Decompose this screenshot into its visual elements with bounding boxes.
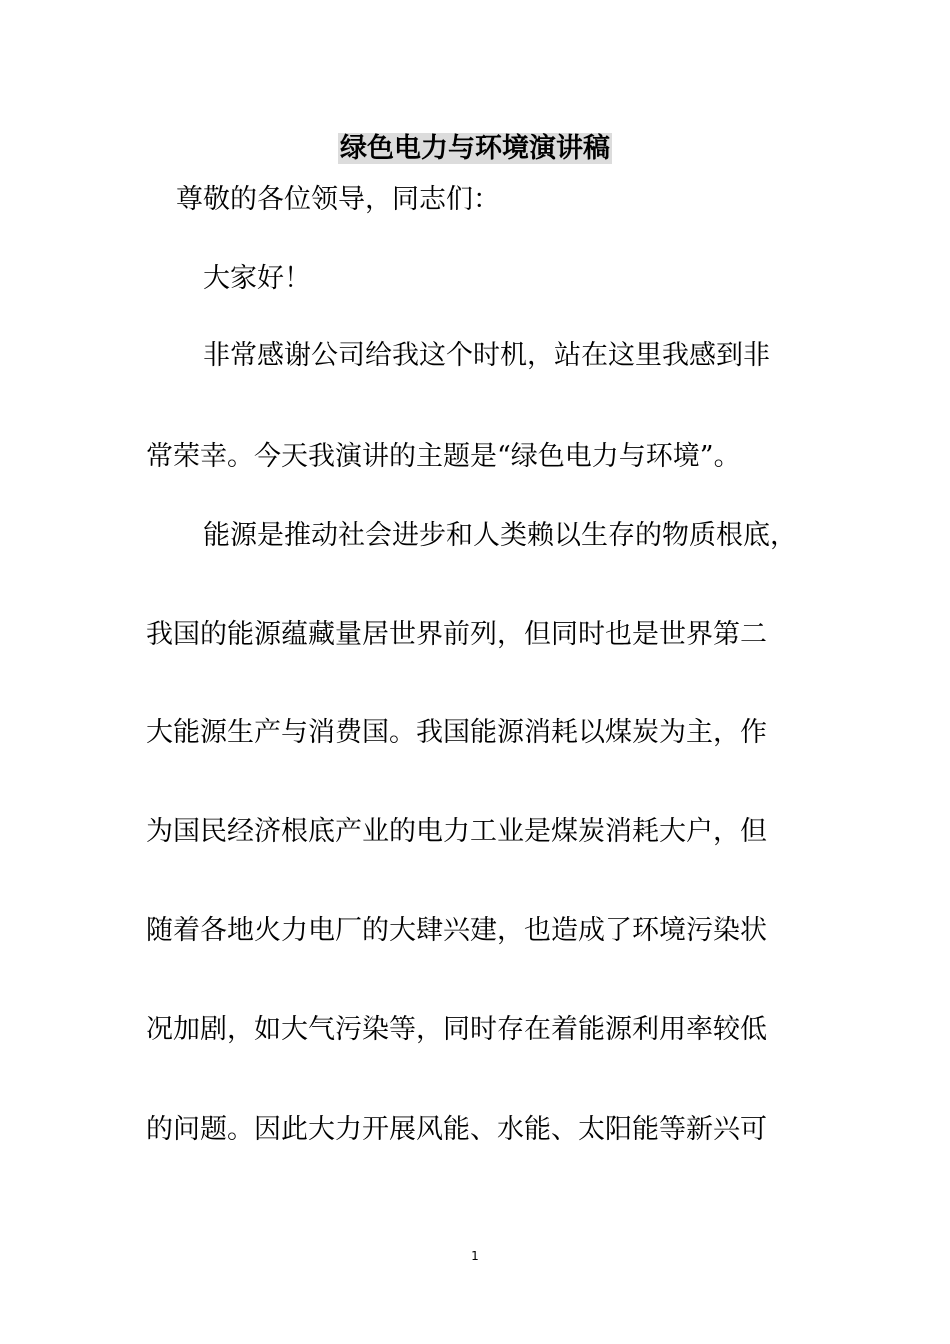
paragraph-line: 随着各地火力电厂的大肆兴建，也造成了环境污染状 bbox=[146, 915, 767, 946]
paragraph-line: 况加剧，如大气污染等，同时存在着能源利用率较低 bbox=[146, 1014, 767, 1045]
page-number: 1 bbox=[471, 1249, 479, 1263]
title-text: 绿色电力与环境演讲稿 bbox=[340, 133, 610, 164]
paragraph-line: 为国民经济根底产业的电力工业是煤炭消耗大户，但 bbox=[146, 816, 767, 847]
paragraph-line: 我国的能源蕴藏量居世界前列，但同时也是世界第二 bbox=[146, 619, 767, 650]
paragraph-line: 能源是推动社会进步和人类赖以生存的物质根底， bbox=[203, 520, 797, 551]
paragraph-line: 大能源生产与消费国。我国能源消耗以煤炭为主，作 bbox=[146, 717, 767, 748]
paragraph-line: 的问题。因此大力开展风能、水能、太阳能等新兴可 bbox=[146, 1114, 767, 1145]
greeting: 大家好！ bbox=[203, 263, 311, 294]
salutation: 尊敬的各位领导，同志们： bbox=[176, 184, 500, 215]
paragraph-line: 常荣幸。今天我演讲的主题是“绿色电力与环境”。 bbox=[146, 441, 741, 472]
document-title bbox=[0, 131, 950, 167]
paragraph-line: 非常感谢公司给我这个时机，站在这里我感到非 bbox=[203, 340, 770, 371]
